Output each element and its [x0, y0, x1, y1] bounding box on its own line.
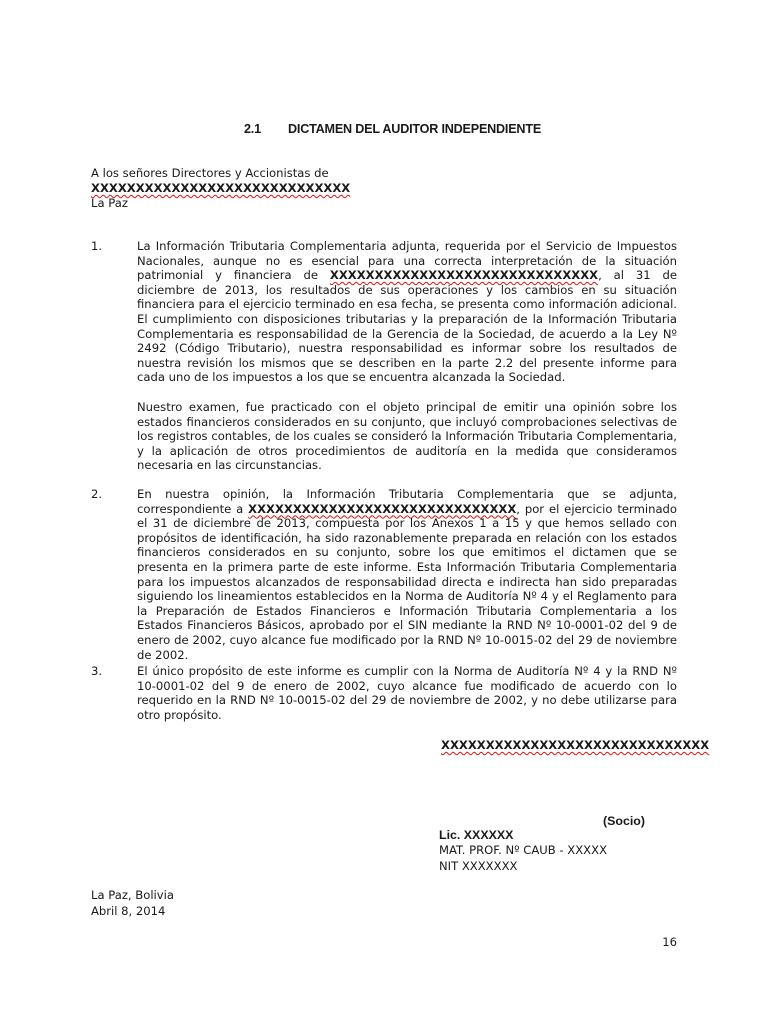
- addressee-line: A los señores Directores y Accionistas de: [91, 166, 329, 180]
- date: Abril 8, 2014: [91, 904, 166, 918]
- addressee-city: La Paz: [91, 196, 128, 210]
- paragraph: [137, 239, 677, 385]
- company-name: XXXXXXXXXXXXXXXXXXXXXXXXXXXXXX: [248, 501, 517, 516]
- signature-role: (Socio): [603, 814, 645, 828]
- place-date-block: [91, 888, 174, 920]
- section-heading: [244, 122, 541, 137]
- item-number: 3.: [91, 664, 103, 678]
- place: La Paz, Bolivia: [91, 888, 174, 902]
- paragraph-text: La Información Tributaria Complementaria adjunta, requerida por el Servicio de Impuestos Nacionales, aunque no es esencial para una correcta interpretación de la situación patrimonial y financiera de: [137, 239, 677, 283]
- paragraph: [137, 487, 677, 662]
- signature-registration: MAT. PROF. Nº CAUB - XXXXX: [439, 843, 608, 858]
- item-number: 2.: [91, 487, 103, 501]
- addressee-block: [91, 166, 691, 211]
- signature-name: Lic. XXXXXX: [439, 828, 514, 842]
- addressee-company: XXXXXXXXXXXXXXXXXXXXXXXXXXXXX: [91, 181, 351, 195]
- signature-block: [439, 828, 607, 874]
- signature-firm: XXXXXXXXXXXXXXXXXXXXXXXXXXXXXX: [441, 738, 710, 752]
- paragraph: El único propósito de este informe es cumplir con la Norma de Auditoría Nº 4 y la RND Nº 10-0001-02 del 9 de enero de 2002, cuyo alcance fue modificado de acuerdo con lo requerido en la RND Nº 10-0015-02 del 29 de noviembre de 2002, y no debe utilizarse para otro propósito.: [137, 664, 677, 722]
- paragraph-text: En nuestra opinión, la Información Tributaria Complementaria que se adjunta, correspondiente a: [137, 487, 677, 516]
- company-name: XXXXXXXXXXXXXXXXXXXXXXXXXXXXXX: [329, 268, 599, 283]
- section-title: DICTAMEN DEL AUDITOR INDEPENDIENTE: [288, 122, 542, 136]
- paragraph-text: , al 31 de diciembre de 2013, los resultados de sus operaciones y los cambios en su situación financiera para el ejercicio terminado en esa fecha, se presenta como información adicional. El cumplimiento con disposiciones tributarias y la preparación de la Información Tributaria Complementaria es responsabilidad de la Gerencia de la Sociedad, de acuerdo a la Ley Nº 2492 (Código Tributario), nuestra responsabilidad es informar sobre los resultados de nuestra revisión los mismos que se describen en la parte 2.2 del presente informe para cada uno de los impuestos a los que se encuentra alcanzada la Sociedad.: [137, 268, 678, 385]
- item-number: 1.: [91, 239, 103, 253]
- paragraph-text: , por el ejercicio terminado el 31 de diciembre de 2013, compuesta por los Anexos 1 a 15 y que hemos sellado con propósitos de identificación, ha sido razonablemente preparada en relación con los estados financieros considerados en su conjunto, sobre los que emitimos el dictamen que se presenta en la primera parte de este informe. Esta Información Tributaria Complementaria para los impuestos alcanzados de responsabilidad directa e indirecta han sido preparadas siguiendo los lineamientos establecidos en la Norma de Auditoría Nº 4 y el Reglamento para la Preparación de Estados Financieros e Información Tributaria Complementaria a los Estados Financieros Básicos, aprobado por el SIN mediante la RND Nº 10-0001-02 del 9 de enero de 2002, cuyo alcance fue modificado por la RND Nº 10-0015-02 del 29 de noviembre de 2002.: [137, 501, 678, 662]
- signature-nit: NIT XXXXXXX: [439, 858, 518, 873]
- paragraph: Nuestro examen, fue practicado con el objeto principal de emitir una opinión sobre los estados financieros considerados en su conjunto, que incluyó comprobaciones selectivas de los registros contables, de los cuales se consideró la Información Tributaria Complementaria, y la aplicación de otros procedimientos de auditoría en la medida que consideramos necesaria en las circunstancias.: [137, 400, 677, 473]
- section-number: 2.1: [244, 122, 261, 136]
- page-number: 16: [662, 935, 677, 949]
